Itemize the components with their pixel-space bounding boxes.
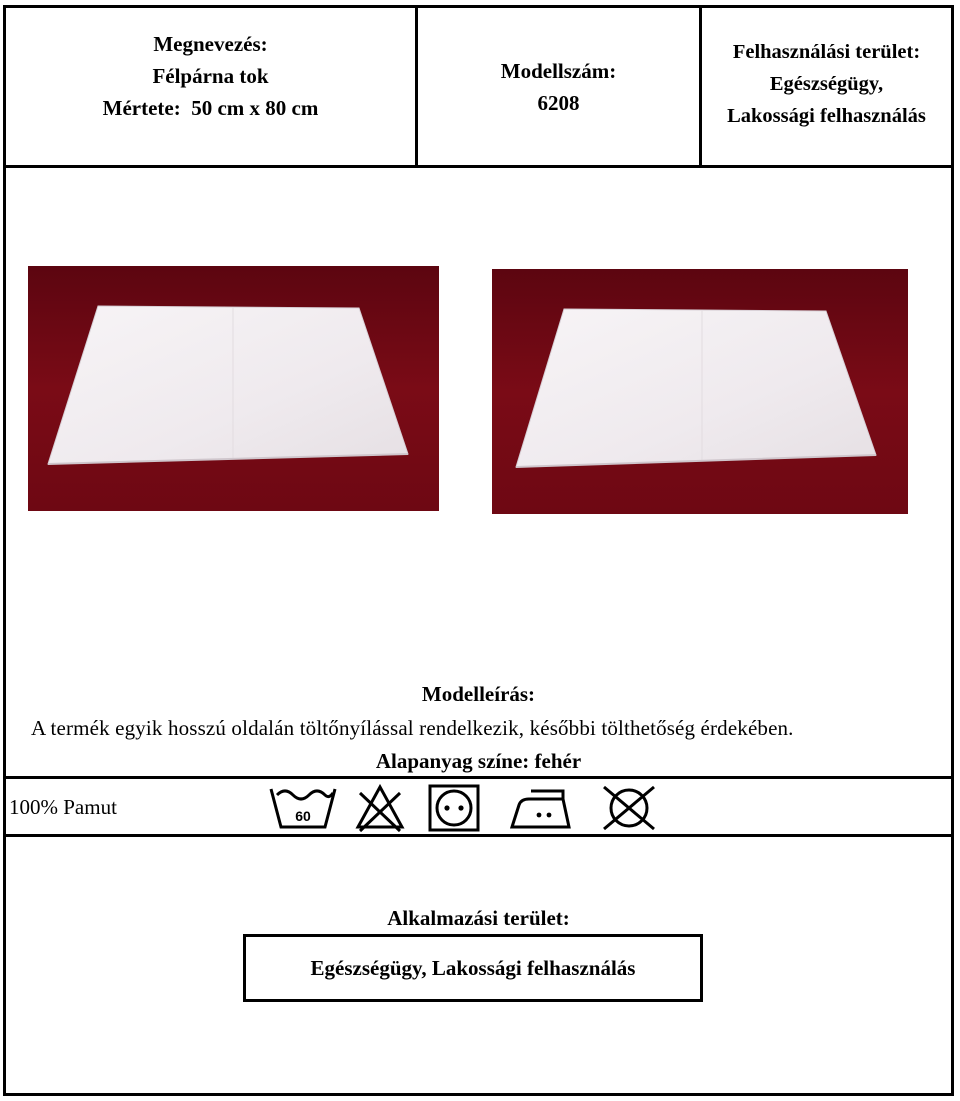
material-color: Alapanyag színe: fehér bbox=[375, 749, 582, 773]
iron-medium-icon bbox=[509, 783, 573, 833]
application-value: Egészségügy, Lakossági felhasználás bbox=[310, 955, 636, 980]
wash-temperature: 60 bbox=[295, 808, 311, 824]
material-row bbox=[6, 776, 951, 837]
product-sheet bbox=[3, 5, 954, 1096]
no-bleach-icon bbox=[354, 783, 406, 833]
name-value: Félpárna tok bbox=[152, 63, 269, 88]
model-label: Modellszám: bbox=[500, 58, 617, 83]
model-value: 6208 bbox=[537, 90, 580, 115]
header-row bbox=[6, 8, 951, 168]
application-title: Alkalmazási terület: bbox=[387, 906, 570, 930]
size-line bbox=[103, 92, 319, 124]
usage-line-1: Egészségügy, bbox=[769, 72, 884, 95]
usage-line-2: Lakossági felhasználás bbox=[727, 104, 926, 127]
model-cell bbox=[418, 8, 702, 165]
product-photo-left bbox=[28, 266, 439, 511]
name-label: Megnevezés: bbox=[153, 31, 268, 56]
application-box bbox=[243, 934, 703, 1002]
product-photo-right bbox=[492, 269, 908, 514]
usage-label: Felhasználási terület: bbox=[732, 40, 921, 63]
no-dry-clean-icon bbox=[598, 783, 660, 833]
product-name-cell bbox=[6, 8, 418, 165]
description-title: Modelleírás: bbox=[421, 682, 536, 706]
tumble-dry-icon bbox=[426, 783, 482, 833]
size-label: Mértete: bbox=[102, 95, 181, 120]
size-value: 50 cm x 80 cm bbox=[191, 95, 319, 120]
wash-60-icon bbox=[269, 783, 337, 833]
usage-cell bbox=[702, 8, 951, 165]
material-composition: 100% Pamut bbox=[9, 795, 117, 819]
description-text: A termék egyik hosszú oldalán töltőnyílással rendelkezik, későbbi tölthetőség érdekében. bbox=[31, 716, 794, 740]
